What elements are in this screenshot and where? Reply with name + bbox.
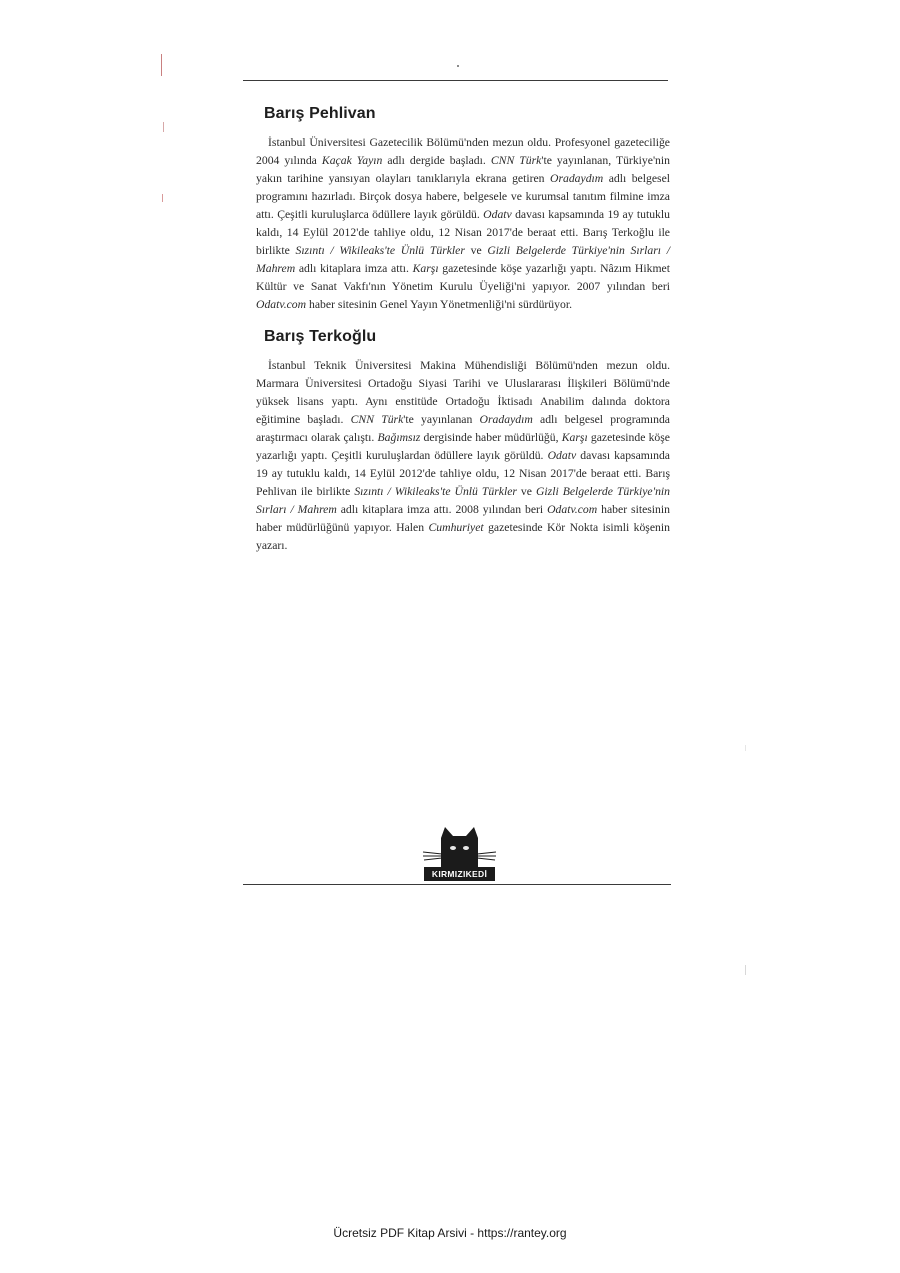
text-run: 'te yayınlanan — [403, 413, 480, 426]
author-bios — [256, 105, 670, 555]
italic-title: Cumhuriyet — [428, 521, 484, 534]
scan-artifact — [745, 965, 746, 975]
scan-speck — [457, 65, 459, 67]
italic-title: Odatv — [547, 449, 577, 462]
italic-title: CNN Türk — [350, 413, 404, 426]
italic-title: Gizli Belgelerde Türkiye'nin Sırları / Mahrem — [256, 485, 671, 516]
bio-heading: Barış Terkoğlu — [264, 328, 377, 345]
text-run: gazetesinde köşe yazarlığı yaptı. Nâzım Hikmet Kültür ve Sanat Vakfı'nın Yönetim Kurulu Üyeliği'ni yapıyor. 2007 yılından beri — [256, 262, 670, 293]
italic-title: Oradaydım — [479, 413, 533, 426]
italic-title: Kaçak Yayın — [321, 154, 383, 167]
text-run: davası kapsamında 19 ay tutuklu kaldı, 14 Eylül 2012'de tahliye oldu, 12 Nisan 2017'de beraat etti. Barış Terkoğlu ile birlikte — [256, 208, 670, 257]
black-cat-icon — [422, 825, 497, 869]
italic-title: Karşı — [561, 431, 588, 444]
scan-artifact — [745, 745, 746, 751]
italic-title: Odatv.com — [547, 503, 598, 516]
italic-title: Odatv.com — [256, 298, 307, 311]
text-run: gazetesinde köşe yazarlığı yaptı. Çeşitli kuruluşlardan ödüllere layık görüldü. — [256, 431, 670, 462]
text-run: ve — [516, 485, 536, 498]
publisher-logo — [422, 825, 497, 885]
bio-text — [256, 357, 670, 555]
text-run: 'te yayınlanan, Türkiye'nin yakın tarihine yansıyan olayları tanıklarıyla ekrana getiren — [256, 154, 670, 185]
text-run: adlı belgesel programını hazırladı. Birçok dosya habere, belgesele ve kurumsal tanıtım filmine imza attı. Çeşitli kuruluşlarca ödüllere layık görüldü. — [256, 172, 671, 221]
italic-title: Oradaydım — [550, 172, 604, 185]
text-run: dergisinde haber müdürlüğü, — [420, 431, 562, 444]
italic-title: Bağımsız — [377, 431, 421, 444]
bottom-rule — [243, 884, 671, 885]
bio-text — [256, 134, 670, 314]
text-run: davası kapsamında 19 ay tutuklu kaldı, 14 Eylül 2012'de tahliye oldu, 12 Nisan 2017'de beraat etti. Barış Pehlivan ile birlikte — [256, 449, 670, 498]
text-run: haber sitesinin haber müdürlüğünü yapıyor. Halen — [256, 503, 670, 534]
publisher-name: KIRMIZIKEDİ — [424, 867, 495, 881]
bio-heading: Barış Pehlivan — [264, 105, 376, 122]
italic-title: Gizli Belgelerde Türkiye'nin Sırları / Mahrem — [256, 244, 670, 275]
bio-pehlivan — [256, 105, 670, 314]
text-run: adlı dergide başladı. — [382, 154, 491, 167]
text-run: İstanbul Üniversitesi Gazetecilik Bölümü'nden mezun oldu. Profesyonel gazeteciliğe 2004 yılında — [256, 136, 670, 167]
margin-pen-mark — [161, 54, 162, 76]
margin-pen-mark — [163, 122, 164, 132]
text-run: adlı kitaplara imza attı. — [295, 262, 413, 275]
italic-title: Sızıntı / Wikileaks'te Ünlü Türkler — [295, 244, 465, 257]
text-run: adlı kitaplara imza attı. 2008 yılından beri — [336, 503, 548, 516]
bio-terkoglu — [256, 328, 670, 555]
text-run: gazetesinde Kör Nokta isimli köşenin yazarı. — [256, 521, 670, 552]
text-run: İstanbul Teknik Üniversitesi Makina Mühendisliği Bölümü'nden mezun oldu. Marmara Üniversitesi Ortadoğu Siyasi Tarihi ve Uluslararası İlişkileri Bölümü'nde yüksek lisans yaptı. Aynı enstitüde Ortadoğu İktisadı Anabilim dalında doktora eğitimine başladı. — [256, 359, 670, 426]
text-run: adlı belgesel programında araştırmacı olarak çalıştı. — [256, 413, 670, 444]
top-rule — [243, 80, 668, 81]
text-run: haber sitesinin Genel Yayın Yönetmenliği'ni sürdürüyor. — [306, 298, 572, 311]
text-run: ve — [464, 244, 488, 257]
margin-pen-mark — [162, 194, 163, 202]
italic-title: Odatv — [483, 208, 512, 221]
italic-title: Sızıntı / Wikileaks'te Ünlü Türkler — [354, 485, 517, 498]
italic-title: Karşı — [412, 262, 439, 275]
footer-watermark: Ücretsiz PDF Kitap Arsivi - https://rantey.org — [333, 1226, 567, 1240]
italic-title: CNN Türk — [490, 154, 542, 167]
